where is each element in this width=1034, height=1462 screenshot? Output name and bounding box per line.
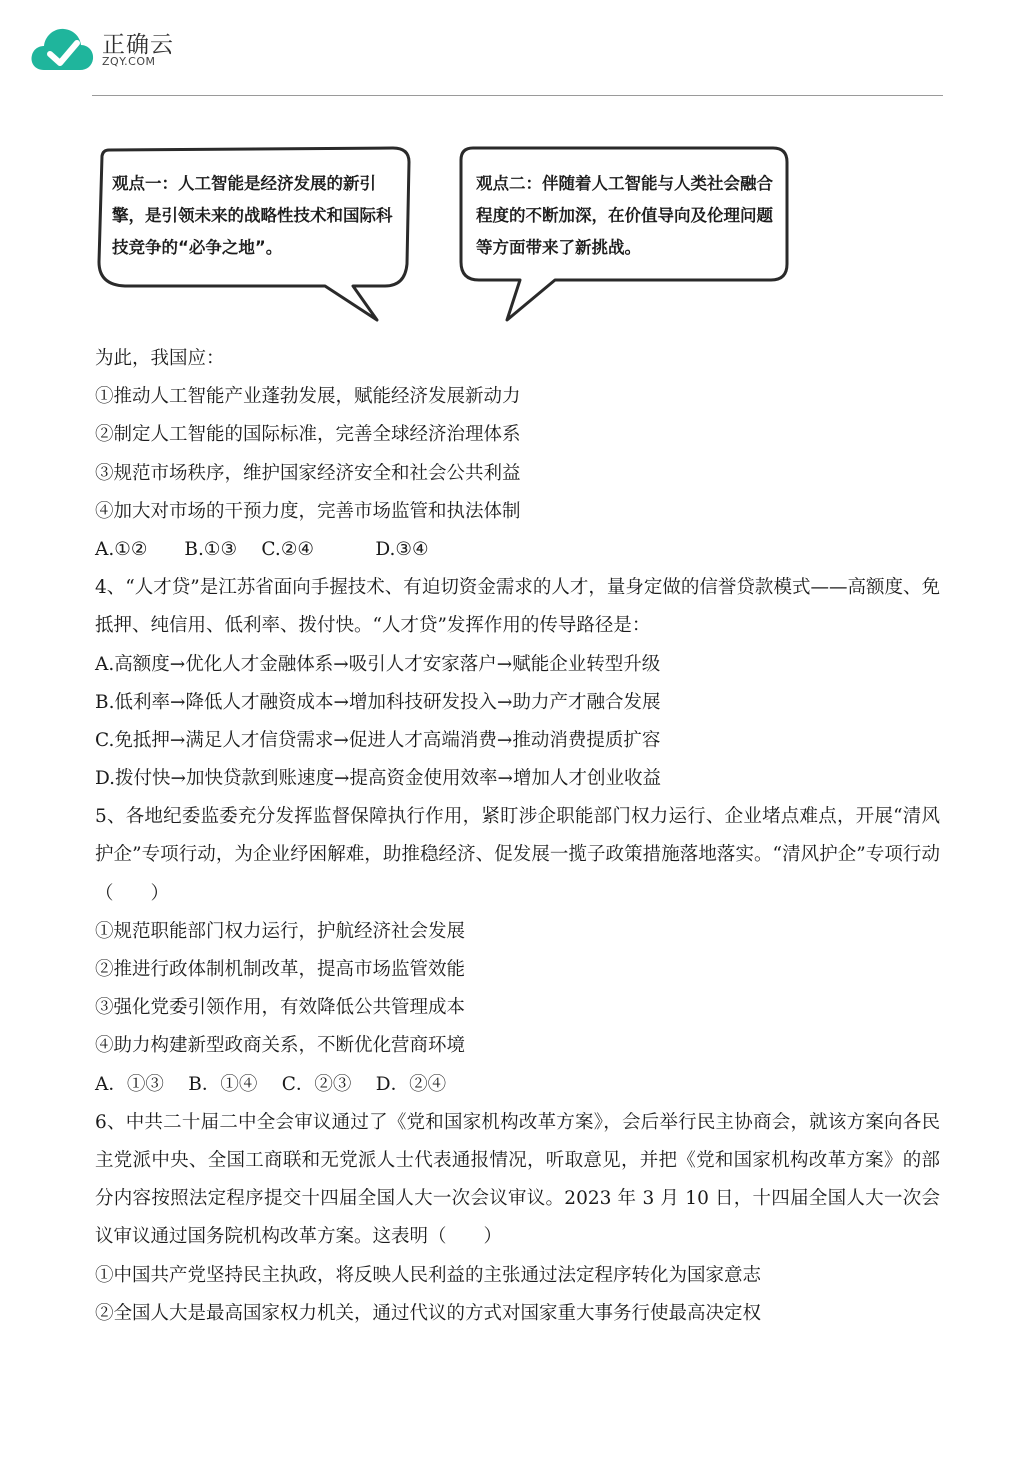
q4-option-a: A.高额度→优化人才金融体系→吸引人才安家落户→赋能企业转型升级 (95, 653, 661, 675)
page-header (30, 22, 230, 78)
q4-option-c: C.免抵押→满足人才信贷需求→促进人才高端消费→推动消费提质扩容 (95, 729, 661, 751)
q5-stem: 5、各地纪委监委充分发挥监督保障执行作用，紧盯涉企职能部门权力运行、企业堵点难点，开展“清风护企”专项行动，为企业纾困解难，助推稳经济、促发展一揽子政策措施落地落实。“清风护企”专项行动（ ） (95, 806, 940, 904)
q5-option-3: ③强化党委引领作用，有效降低公共管理成本 (95, 997, 466, 1019)
header-divider (92, 95, 943, 96)
zqy-cloud-logo-icon (30, 24, 96, 74)
q3-option-2: ②制定人工智能的国际标准，完善全球经济治理体系 (95, 424, 521, 446)
brand-name: 正确云 (102, 32, 174, 58)
q3-option-1: ①推动人工智能产业蓬勃发展，赋能经济发展新动力 (95, 386, 521, 408)
bubble-1-text: 观点一：人工智能是经济发展的新引擎，是引领未来的战略性技术和国际科技竞争的“必争之地”。 (112, 174, 393, 257)
q5-option-1: ①规范职能部门权力运行，护航经济社会发展 (95, 920, 466, 942)
q6-stem: 6、中共二十届二中全会审议通过了《党和国家机构改革方案》，会后举行民主协商会，就该方案向各民主党派中央、全国工商联和无党派人士代表通报情况，听取意见，并把《党和国家机构改革方案》的部分内容按照法定程序提交十四届全国人大一次会议审议。2023 年 3 月 10 日，十四届全国人大一次会议审议通过国务院机构改革方案。这表明（ ） (95, 1111, 940, 1248)
q3-choices: A.①② B.①③ C.②④ D.③④ (95, 538, 429, 560)
q6-option-1: ①中国共产党坚持民主执政，将反映人民利益的主张通过法定程序转化为国家意志 (95, 1264, 762, 1286)
q3-option-3: ③规范市场秩序，维护国家经济安全和社会公共利益 (95, 462, 521, 484)
q3-stem: 为此，我国应： (95, 348, 225, 369)
bubble-2-text: 观点二：伴随着人工智能与人类社会融合程度的不断加深，在价值导向及伦理问题等方面带来了新挑战。 (476, 174, 773, 257)
q4-stem: 4、“人才贷”是江苏省面向手握技术、有迫切资金需求的人才，量身定做的信誉贷款模式——高额度、免抵押、纯信用、低利率、拨付快。“人才贷”发挥作用的传导路径是： (95, 577, 940, 637)
q4-option-d: D.拨付快→加快贷款到账速度→提高资金使用效率→增加人才创业收益 (95, 768, 662, 790)
question-content (95, 340, 940, 1333)
q5-option-2: ②推进行政体制机制改革，提高市场监管效能 (95, 959, 466, 981)
q4-option-b: B.低利率→降低人才融资成本→增加科技研发投入→助力产才融合发展 (95, 691, 661, 713)
q5-choices: A．①③ B．①④ C．②③ D．②④ (95, 1073, 447, 1095)
q3-option-4: ④加大对市场的干预力度，完善市场监管和执法体制 (95, 500, 521, 522)
q6-option-2: ②全国人大是最高国家权力机关，通过代议的方式对国家重大事务行使最高决定权 (95, 1302, 762, 1324)
q5-option-4: ④助力构建新型政商关系，不断优化营商环境 (95, 1035, 466, 1057)
brand-domain: ZQY.COM (102, 55, 156, 68)
